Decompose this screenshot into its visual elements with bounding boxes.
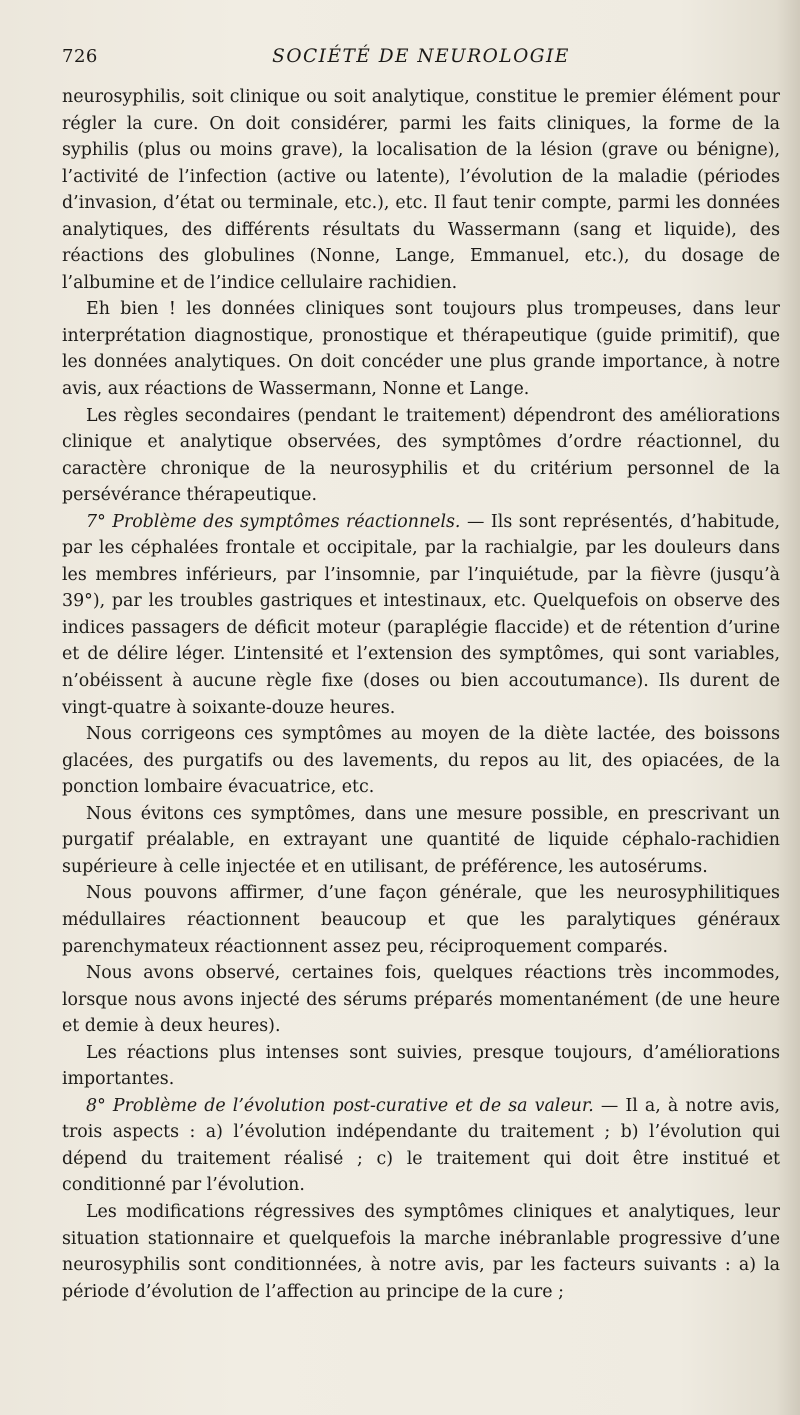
paragraph-8: Nous avons observé, certaines fois, quelques réactions très incommodes, lorsque nous avons injecté des sérums préparés momentanément (de une heure et demie à deux heures).: [62, 963, 780, 1037]
paragraph-6: Nous évitons ces symptômes, dans une mesure possible, en prescrivant un purgatif préalable, en extrayant une quantité de liquide céphalo-rachidien supérieure à celle injectée et en utilisant, de préférence, les autosérums.: [62, 803, 780, 877]
running-title: SOCIÉTÉ DE NEUROLOGIE: [272, 46, 570, 67]
page-number: 726: [62, 46, 98, 67]
paragraph-11: Les modifications régressives des symptômes cliniques et analytiques, leur situation stationnaire et quelquefois la marche inébranlable progressive d’une neurosyphilis sont conditionnées, à notre avis, par les facteurs suivants : a) la période d’évolution de l’affection au principe de la cure ;: [62, 1201, 780, 1302]
paragraph-10: [62, 1093, 780, 1199]
page-header: [62, 46, 780, 76]
paragraph-7: Nous pouvons affirmer, d’une façon générale, que les neurosyphilitiques médullaires réactionnent beaucoup et que les paralytiques généraux parenchymateux réactionnent assez peu, réciproquement comparés.: [62, 883, 780, 957]
paragraph-9: Les réactions plus intenses sont suivies, presque toujours, d’améliorations importantes.: [62, 1042, 780, 1090]
body-text: [62, 84, 780, 1305]
paragraph-1: neurosyphilis, soit clinique ou soit analytique, constitue le premier élément pour régler la cure. On doit considérer, parmi les faits cliniques, la forme de la syphilis (plus ou moins grave), la localisation de la lésion (grave ou bénigne), l’activité de l’infection (active ou latente), l’évolution de la maladie (périodes d’invasion, d’état ou terminale, etc.), etc. Il faut tenir compte, parmi les données analytiques, des différents résultats du Wassermann (sang et liquide), des réactions des globulines (Nonne, Lange, Emmanuel, etc.), du dosage de l’albumine et de l’indice cellulaire rachidien.: [62, 87, 780, 293]
paragraph-2: Eh bien ! les données cliniques sont toujours plus trompeuses, dans leur interprétation diagnostique, pronostique et thérapeutique (guide primitif), que les données analytiques. On doit concéder une plus grande importance, à notre avis, aux réactions de Wassermann, Nonne et Lange.: [62, 299, 780, 400]
paragraph-5: Nous corrigeons ces symptômes au moyen de la diète lactée, des boissons glacées, des purgatifs ou des lavements, du repos au lit, des opiacées, de la ponction lombaire évacuatrice, etc.: [62, 724, 780, 798]
paragraph-3: Les règles secondaires (pendant le traitement) dépendront des améliorations clinique et analytique observées, des symptômes d’ordre réactionnel, du caractère chronique de la neurosyphilis et du critérium personnel de la persévérance thérapeutique.: [62, 405, 780, 506]
paragraph-10-text: — Il a, à notre avis, trois aspects : a) l’évolution indépendante du traitement ; b) l’évolution qui dépend du traitement réalisé ; c) le traitement qui doit être institué et conditionné par l’évolution.: [62, 1095, 780, 1196]
paragraph-4-text: — Ils sont représentés, d’habitude, par les céphalées frontale et occipitale, par la rachialgie, par les douleurs dans les membres inférieurs, par l’insomnie, par l’inquiétude, par la fièvre (jusqu’à 39°), par les troubles gastriques et intestinaux, etc. Quelquefois on observe des indices passagers de déficit moteur (paraplégie flaccide) et de rétention d’urine et de délire léger. L’intensité et l’extension des symptômes, qui sont variables, n’obéissent à aucune règle fixe (doses ou bien accoutumance). Ils durent de vingt-quatre à soixante-douze heures.: [62, 511, 781, 718]
section-heading-8: 8° Problème de l’évolution post-curative et de sa valeur.: [86, 1095, 594, 1116]
paragraph-4: [62, 509, 780, 721]
section-heading-7: 7° Problème des symptômes réactionnels.: [86, 511, 461, 532]
